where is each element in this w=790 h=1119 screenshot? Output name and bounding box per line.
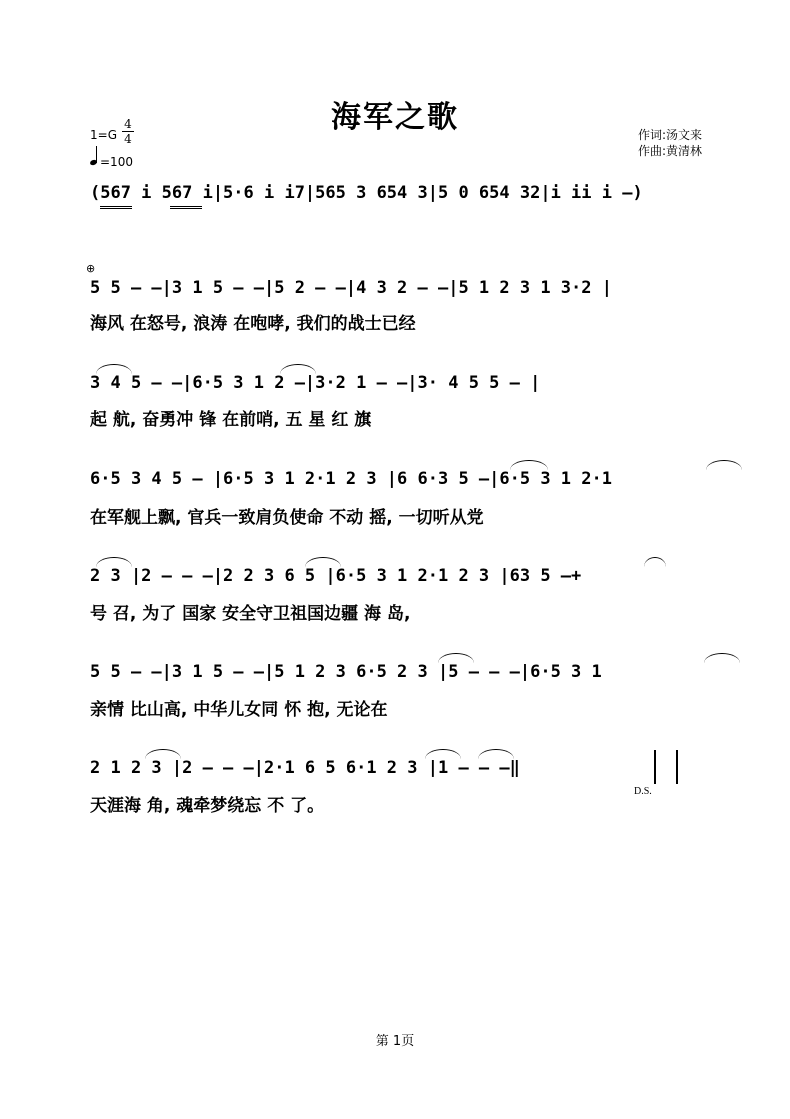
final-barline [654, 750, 656, 784]
tempo-marking [88, 146, 158, 172]
prelude-notation: (567 i 567 i|5·6 i i7|565 3 654 3|5 0 654 32|i ii i –) [90, 183, 643, 203]
lyrics-line-2 [90, 408, 371, 432]
notes-line-6-text: 2 1 2 3 |2 – – –|2·1 6 5 6·1 2 3 |1 – – –‖ [90, 758, 520, 778]
tempo-value: =100 [100, 155, 133, 169]
time-signature [122, 117, 134, 146]
slur [96, 557, 132, 567]
segno-icon: ⊕ [86, 262, 96, 275]
prelude-notes [90, 180, 643, 206]
quarter-note-icon [89, 159, 97, 166]
notes-line-2-text: 3 4 5 – –|6·5 3 1 2 –|3·2 1 – –|3· 4 5 5 – | [90, 373, 541, 393]
time-signature-top: 4 [122, 117, 134, 132]
slur [644, 557, 666, 567]
lyrics-line-1 [90, 312, 416, 336]
time-signature-bottom: 4 [124, 132, 132, 146]
dal-segno-marking: D.S. [634, 786, 652, 797]
key-signature: 1=G [90, 128, 117, 142]
lyrics-line-1-text: 海风 在怒号, 浪涛 在咆哮, 我们的战士已经 [90, 314, 416, 334]
slur [96, 364, 132, 374]
slur [510, 460, 548, 470]
slur [145, 749, 181, 759]
final-barline [676, 750, 678, 784]
lyrics-line-6-text: 天涯海 角, 魂牵梦绕忘 不 了。 [90, 796, 325, 816]
lyrics-line-3-text: 在军舰上飘, 官兵一致肩负使命 不动 摇, 一切听从党 [90, 508, 484, 528]
credits [638, 127, 702, 159]
lyricist: 作词:汤文来 [638, 128, 703, 142]
slur [425, 749, 461, 759]
slur [438, 653, 474, 663]
lyrics-line-5-text: 亲情 比山高, 中华儿女同 怀 抱, 无论在 [90, 700, 388, 720]
notes-line-3-text: 6·5 3 4 5 – |6·5 3 1 2·1 2 3 |6 6·3 5 –|6·5 3 1 2·1 [90, 469, 612, 489]
lyrics-line-3 [90, 506, 484, 530]
notes-line-1-text: 5 5 – –|3 1 5 – –|5 2 – –|4 3 2 – –|5 1 2 3 1 3·2 | [90, 278, 612, 298]
lyrics-line-4-text: 号 召, 为了 国家 安全守卫祖国边疆 海 岛, [90, 604, 411, 624]
composer: 作曲:黄清林 [638, 144, 703, 158]
notes-line-5-text: 5 5 – –|3 1 5 – –|5 1 2 3 6·5 2 3 |5 – – –|6·5 3 1 [90, 662, 602, 682]
lyrics-line-2-text: 起 航, 奋勇冲 锋 在前哨, 五 星 红 旗 [90, 410, 372, 430]
slur [478, 749, 514, 759]
lyrics-line-6 [90, 794, 324, 818]
song-title: 海军之歌 [331, 100, 459, 135]
slur [706, 460, 742, 470]
slur [305, 557, 341, 567]
page-number: 第 1页 [375, 1034, 415, 1049]
notes-line-1 [90, 275, 612, 301]
slur [704, 653, 740, 663]
slur [280, 364, 316, 374]
lyrics-line-4 [90, 602, 410, 626]
notes-line-5 [90, 659, 602, 685]
notes-line-4-text: 2 3 |2 – – –|2 2 3 6 5 |6·5 3 1 2·1 2 3 |63 5 –+ [90, 566, 582, 586]
lyrics-line-5 [90, 698, 388, 722]
